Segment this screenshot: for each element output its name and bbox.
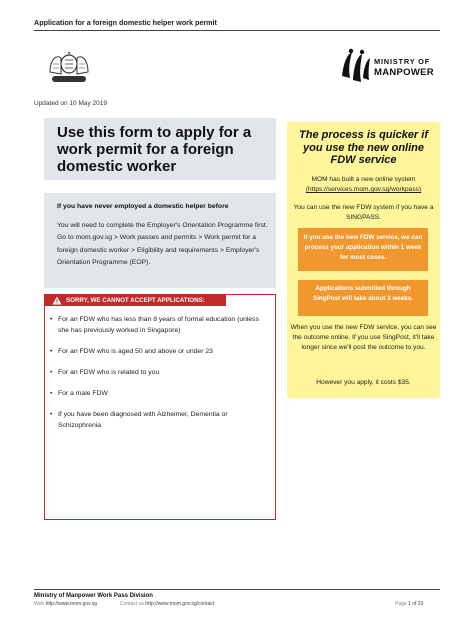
logo-text-line2: MANPOWER — [374, 67, 434, 78]
footer-contact — [120, 601, 214, 607]
callout-paragraph-2: You can use the new FDW system if you have a SINGPASS. — [293, 204, 434, 221]
updated-date: Updated on 10 May 2019 — [34, 100, 107, 107]
ineligibility-list — [50, 314, 270, 441]
list-item: • For an FDW who is aged 50 and above or under 23 — [50, 346, 270, 357]
list-item: • For a male FDW — [50, 388, 270, 399]
list-item: • If you have been diagnosed with Alzheimer, Dementia or Schizophrenia — [50, 409, 270, 431]
warning-triangle-icon — [52, 296, 62, 305]
footer-title: Ministry of Manpower Work Pass Division — [34, 593, 153, 599]
workpass-link[interactable]: (https://services.mom.gov.sg/workpass) — [305, 186, 422, 193]
footer-web-link[interactable]: http://www.mom.gov.sg — [45, 601, 97, 607]
callout-paragraph-1 — [290, 175, 437, 195]
callout-title: The process is quicker if you use the new online FDW service — [299, 129, 428, 166]
singapore-crest-icon — [44, 48, 94, 88]
page-title: Use this form to apply for a work permit for a foreign domestic worker — [57, 124, 252, 175]
logo-text-line1: MINISTRY OF — [374, 57, 431, 66]
page-label: Page — [395, 601, 407, 607]
list-item: • For an FDW who has less than 8 years of formal education (unless she has previously worked in Singapore) — [50, 314, 270, 336]
info-heading: If you have never employed a domestic helper before — [57, 203, 229, 210]
footer-web-label: Web — [34, 601, 45, 607]
page-number — [395, 601, 423, 607]
callout-paragraph-4: However you apply, it costs $35. — [316, 379, 411, 386]
header-divider — [34, 30, 440, 31]
processing-time-text: If you use the new FDW service, we can process your application within 1 week for most cases. — [303, 234, 423, 261]
footer-contact-link[interactable]: http://www.mom.gov.sg/contact — [145, 601, 215, 607]
document-header-title: Application for a foreign domestic helper work permit — [34, 18, 217, 27]
singpost-time-text: Applications submitted through SingPost will take about 3 weeks. — [312, 285, 414, 302]
callout-paragraph-3: When you use the new FDW service, you can see the outcome online. If you use SingPost, it'll take longer since we'll post the outcome to you. — [290, 324, 437, 351]
page-value: 1 of 20 — [408, 601, 424, 607]
footer-divider — [34, 589, 440, 590]
footer-contact-label: Contact us — [120, 601, 144, 607]
footer-web — [34, 601, 97, 607]
info-body: You will need to complete the Employer's Orientation Programme first. Go to mom.gov.sg > Work passes and permits > Work permit for a foreign domestic worker > Eligibility and requirements > Employer's Orientation Programme (EOP). — [57, 222, 268, 267]
callout-text: MOM has built a new online system — [311, 176, 416, 183]
warning-label: SORRY, WE CANNOT ACCEPT APPLICATIONS: — [66, 297, 205, 304]
list-item: • For an FDW who is related to you — [50, 367, 270, 378]
